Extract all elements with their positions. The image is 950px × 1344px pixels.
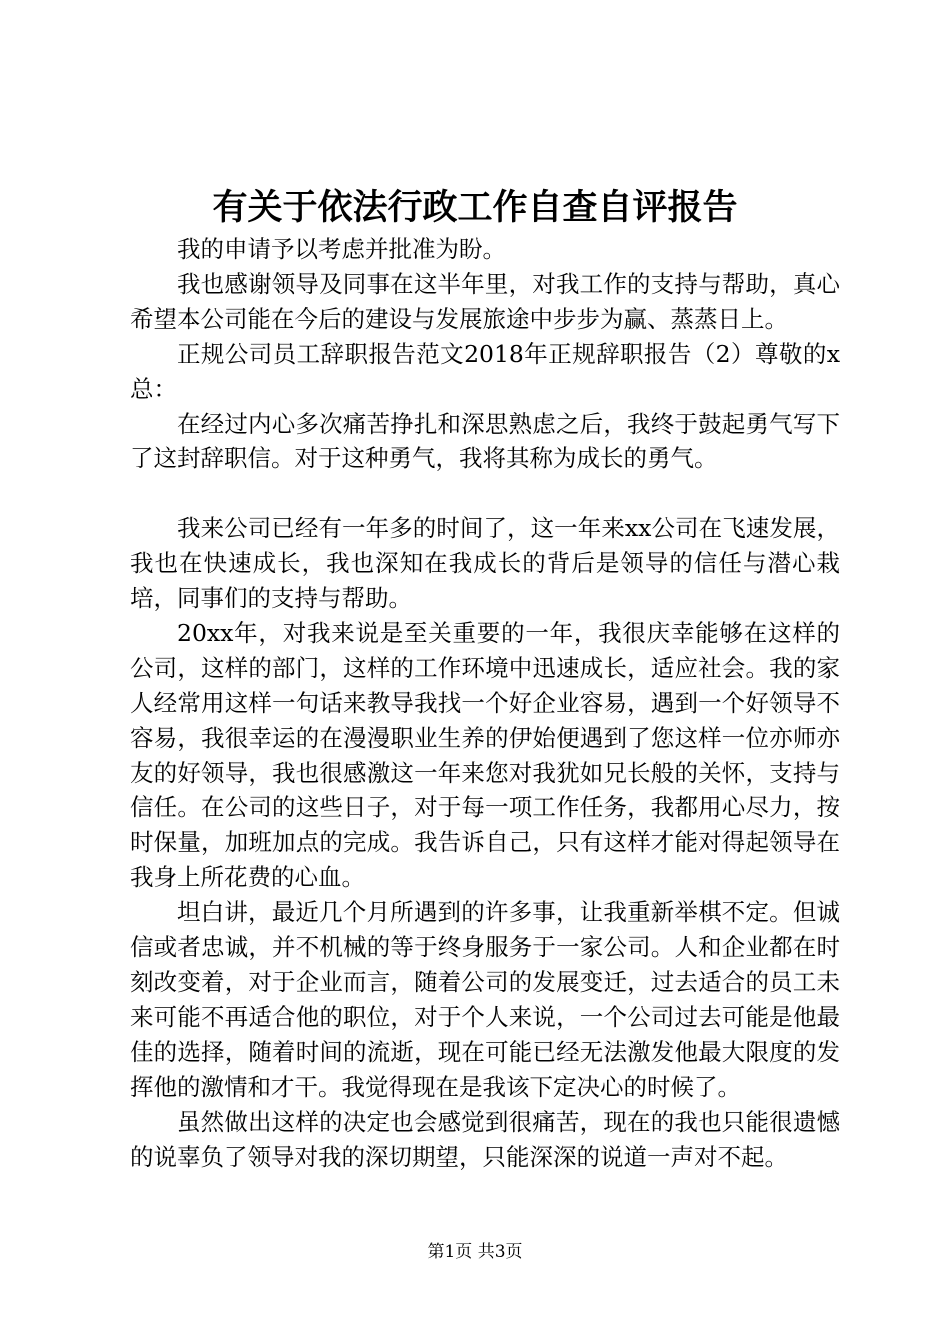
paragraph: 在经过内心多次痛苦挣扎和深思熟虑之后，我终于鼓起勇气写下了这封辞职信。对于这种勇气，我将其称为成长的勇气。 [130,409,840,473]
paragraph: 我来公司已经有一年多的时间了，这一年来xx公司在飞速发展，我也在快速成长，我也深知在我成长的背后是领导的信任与潜心栽培，同事们的支持与帮助。 [130,514,840,613]
document-body [130,232,840,1174]
paragraph: 虽然做出这样的决定也会感觉到很痛苦，现在的我也只能很遗憾的说辜负了领导对我的深切期望，只能深深的说道一声对不起。 [130,1107,840,1171]
paragraph-spacer [130,476,840,511]
document-title: 有关于依法行政工作自查自评报告 [212,187,738,228]
paragraph: 20xx年，对我来说是至关重要的一年，我很庆幸能够在这样的公司，这样的部门，这样的工作环境中迅速成长，适应社会。我的家人经常用这样一句话来教导我找一个好企业容易，遇到一个好领导不容易，我很幸运的在漫漫职业生养的伊始便遇到了您这样一位亦师亦友的好领导，我也很感激这一年来您对我犹如兄长般的关怀，支持与信任。在公司的这些日子，对于每一项工作任务，我都用心尽力，按时保量，加班加点的完成。我告诉自己，只有这样才能对得起领导在我身上所花费的心血。 [130,618,840,892]
paragraph: 我也感谢领导及同事在这半年里，对我工作的支持与帮助，真心希望本公司能在今后的建设与发展旅途中步步为赢、蒸蒸日上。 [130,269,840,333]
page-number-footer: 第1页 共3页 [427,1242,523,1262]
paragraph: 坦白讲，最近几个月所遇到的许多事，让我重新举棋不定。但诚信或者忠诚，并不机械的等于终身服务于一家公司。人和企业都在时刻改变着，对于企业而言，随着公司的发展变迁，过去适合的员工未来可能不再适合他的职位，对于个人来说，一个公司过去可能是他最佳的选择，随着时间的流逝，现在可能已经无法激发他最大限度的发挥他的激情和才干。我觉得现在是我该下定决心的时候了。 [130,898,840,1101]
paragraph: 我的申请予以考虑并批准为盼。 [177,235,506,263]
paragraph: 正规公司员工辞职报告范文2018年正规辞职报告（2）尊敬的x总： [130,339,840,403]
